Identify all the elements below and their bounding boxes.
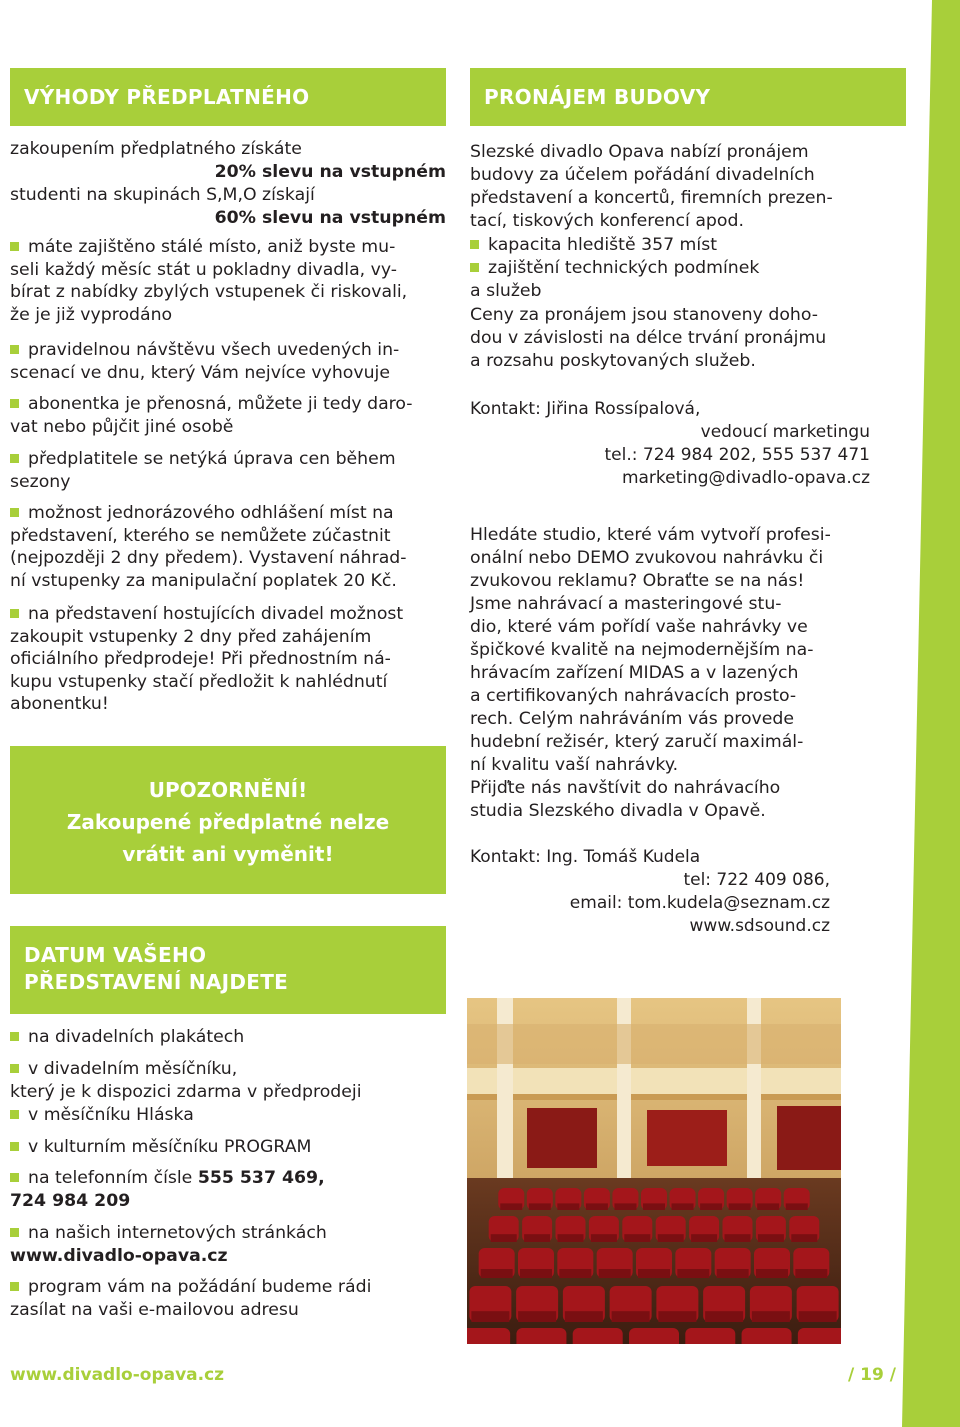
dates-header-line: DATUM VAŠEHO [24,943,207,967]
rental-contact-email[interactable]: marketing@divadlo-opava.cz [621,468,870,488]
side-stripe [902,0,960,1427]
list-item: v divadelním měsíčníku, který je k dispozici zdarma v předprodeji [10,1059,362,1102]
seat-cushion [558,1234,584,1242]
intro-line: studenti na skupinách S,M,O získají [10,185,315,205]
list-item: na telefonním čísle 555 537 469, 724 984 209 [10,1168,325,1211]
seat [516,1328,566,1344]
bullet-icon [10,242,19,251]
studio-line: dio, které vám pořídí vaše nahrávky ve [470,617,808,637]
seat [742,1328,792,1344]
side-title: PŘEDPLATNÉ [868,1027,909,1300]
rental-line: budovy za účelem pořádání divadelních [470,165,815,185]
seat-cushion [481,1269,513,1278]
studio-line: Hledáte studio, které vám vytvoří profesi- [470,525,831,545]
seat-cushion [705,1311,743,1322]
seat-cushion [717,1269,749,1278]
seat-cushion [624,1234,650,1242]
warning-title: UPOZORNĚNÍ! [148,778,308,802]
seat-cushion [799,1311,837,1322]
bullet-icon [10,1282,19,1291]
seat-cushion [520,1269,552,1278]
dates-header-line: PŘEDSTAVENÍ NAJDETE [24,970,289,994]
list-item: předplatitele se netýká úprava cen během sezony [10,449,396,492]
list-item: na představení hostujících divadel možnost zakoupit vstupenky 2 dny před zahájením oficiálního předprodeje! Při přednostním ná- kupu vstupenky stačí předložit k nahlédnutí abonentku! [10,604,404,715]
theatre-seats-image [467,998,841,1344]
intro-discount: 60% slevu na vstupném [214,208,446,228]
dates-header [24,942,288,996]
seat [685,1328,735,1344]
seat-cushion [677,1269,709,1278]
footer-website-link[interactable]: www.divadlo-opava.cz [10,1365,225,1385]
seat-cushion [643,1203,665,1210]
seat-cushion [756,1269,788,1278]
seat [798,1328,841,1344]
studio-line: rech. Celým nahráváním vás provede [470,709,794,729]
rental-contact-label: Kontakt: Jiřina Rossípalová, [470,399,701,419]
bullet-icon [10,399,19,408]
seat [573,1328,623,1344]
seat-cushion [471,1311,509,1322]
benefits-header: VÝHODY PŘEDPLATNÉHO [24,85,310,109]
seat-cushion [786,1203,808,1210]
list-item: v měsíčníku Hláska [10,1104,194,1127]
studio-contact-web[interactable]: www.sdsound.cz [689,916,830,936]
rental-line: Slezské divadlo Opava nabízí pronájem [470,142,809,162]
website-link[interactable]: www.divadlo-opava.cz [10,1245,228,1266]
studio-contact-email[interactable]: email: tom.kudela@seznam.cz [569,893,830,913]
list-item: program vám na požádání budeme rádi zasílat na vaši e-mailovou adresu [10,1277,372,1320]
phone-numbers: 724 984 209 [10,1190,131,1211]
rental-contact-role: vedoucí marketingu [700,422,870,442]
list-item: v kulturním měsíčníku PROGRAM [10,1136,311,1159]
list-item: zajištění technických podmínek [470,257,759,280]
rental-line: a služeb [470,281,542,301]
studio-line: Přijďte nás navštívit do nahrávacího [470,778,781,798]
seat-cushion [729,1203,751,1210]
bullet-icon [10,508,19,517]
bullet-icon [470,240,479,249]
page-number: / 19 / [848,1365,896,1385]
seat-cushion [524,1234,550,1242]
seat-cushion [591,1234,617,1242]
seat-cushion [758,1234,784,1242]
bullet-icon [470,263,479,272]
rental-line: dou v závislosti na délce trvání pronájmu [470,328,827,348]
seat-cushion [757,1203,779,1210]
studio-line: hudební režisér, který zaručí maximál- [470,732,804,752]
rental-line: tací, tiskových konferencí apod. [470,211,744,231]
studio-line: onální nebo DEMO zvukovou nahrávku či [470,548,824,568]
studio-line: zvukovou reklamu? Obraťte se na nás! [470,571,805,591]
rental-contact-tel: tel.: 724 984 202, 555 537 471 [604,445,870,465]
bullet-icon [10,1032,19,1041]
seat-cushion [725,1234,751,1242]
studio-contact-label: Kontakt: Ing. Tomáš Kudela [470,847,701,867]
seat-cushion [557,1203,579,1210]
list-item: kapacita hlediště 357 míst [470,234,717,257]
seat-cushion [565,1311,603,1322]
list-item: na našich internetových stránkách www.divadlo-opava.cz [10,1223,327,1266]
seat-cushion [658,1234,684,1242]
list-item: na divadelních plakátech [10,1026,244,1049]
bullet-icon [10,609,19,618]
studio-line: hrávacím zařízení MIDAS a v lazených [470,663,799,683]
seat-cushion [518,1311,556,1322]
rental-header: PRONÁJEM BUDOVY [484,85,711,109]
seat-cushion [529,1203,551,1210]
theatre-photo [467,998,841,1344]
bullet-icon [10,1173,19,1182]
bullet-icon [10,1110,19,1119]
seat-cushion [599,1269,631,1278]
seat-cushion [500,1203,522,1210]
studio-line: ní kvalitu vaší nahrávky. [470,755,679,775]
bullet-icon [10,345,19,354]
seat [629,1328,679,1344]
seat-cushion [795,1269,827,1278]
seat-cushion [752,1311,790,1322]
list-item: abonentka je přenosná, můžete ji tedy daro- vat nebo půjčit jiné osobě [10,394,413,437]
intro-line: zakoupením předplatného získáte [10,139,302,159]
studio-line: špičkové kvalitě na nejmodernějším na- [470,640,814,660]
seat-cushion [658,1311,696,1322]
warning-box [10,746,446,894]
bullet-icon [10,1064,19,1073]
seat-cushion [612,1311,650,1322]
seat-cushion [638,1269,670,1278]
intro-discount: 20% slevu na vstupném [214,162,446,182]
seat-cushion [791,1234,817,1242]
studio-contact-tel: tel: 722 409 086, [683,870,830,890]
bullet-icon [10,1142,19,1151]
warning-text: Zakoupené předplatné nelze [66,810,390,834]
rental-line: představení a koncertů, firemních prezen- [470,188,833,208]
seat-cushion [586,1203,608,1210]
seat-cushion [559,1269,591,1278]
seat-cushion [491,1234,517,1242]
list-item: máte zajištěno stálé místo, aniž byste mu- seli každý měsíc stát u pokladny divadla, vy- bírat z nabídky zbylých vstupenek či riskovali, že je již vyprodáno [10,237,408,325]
studio-line: studia Slezského divadla v Opavě. [470,801,766,821]
list-item: možnost jednorázového odhlášení míst na představení, kterého se nemůžete zúčastnit (nejpozději 2 dny předem). Vystavení náhrad- ní vstupenky za manipulační poplatek 20 Kč. [10,503,407,591]
list-item: pravidelnou návštěvu všech uvedených in- scenací ve dnu, který Vám nejvíce vyhovuje [10,340,400,383]
studio-line: a certifikovaných nahrávacích prosto- [470,686,797,706]
seat [467,1328,510,1344]
rental-line: a rozsahu poskytovaných služeb. [470,351,756,371]
studio-line: Jsme nahrávací a masteringové stu- [470,594,782,614]
phone-numbers: 555 537 469, [197,1168,325,1188]
rental-line: Ceny za pronájem jsou stanoveny doho- [470,305,818,325]
bullet-icon [10,454,19,463]
seat-cushion [672,1203,694,1210]
seat-cushion [700,1203,722,1210]
warning-text: vrátit ani vyměnit! [122,842,334,866]
seat-cushion [614,1203,636,1210]
seat-cushion [691,1234,717,1242]
bullet-icon [10,1228,19,1237]
